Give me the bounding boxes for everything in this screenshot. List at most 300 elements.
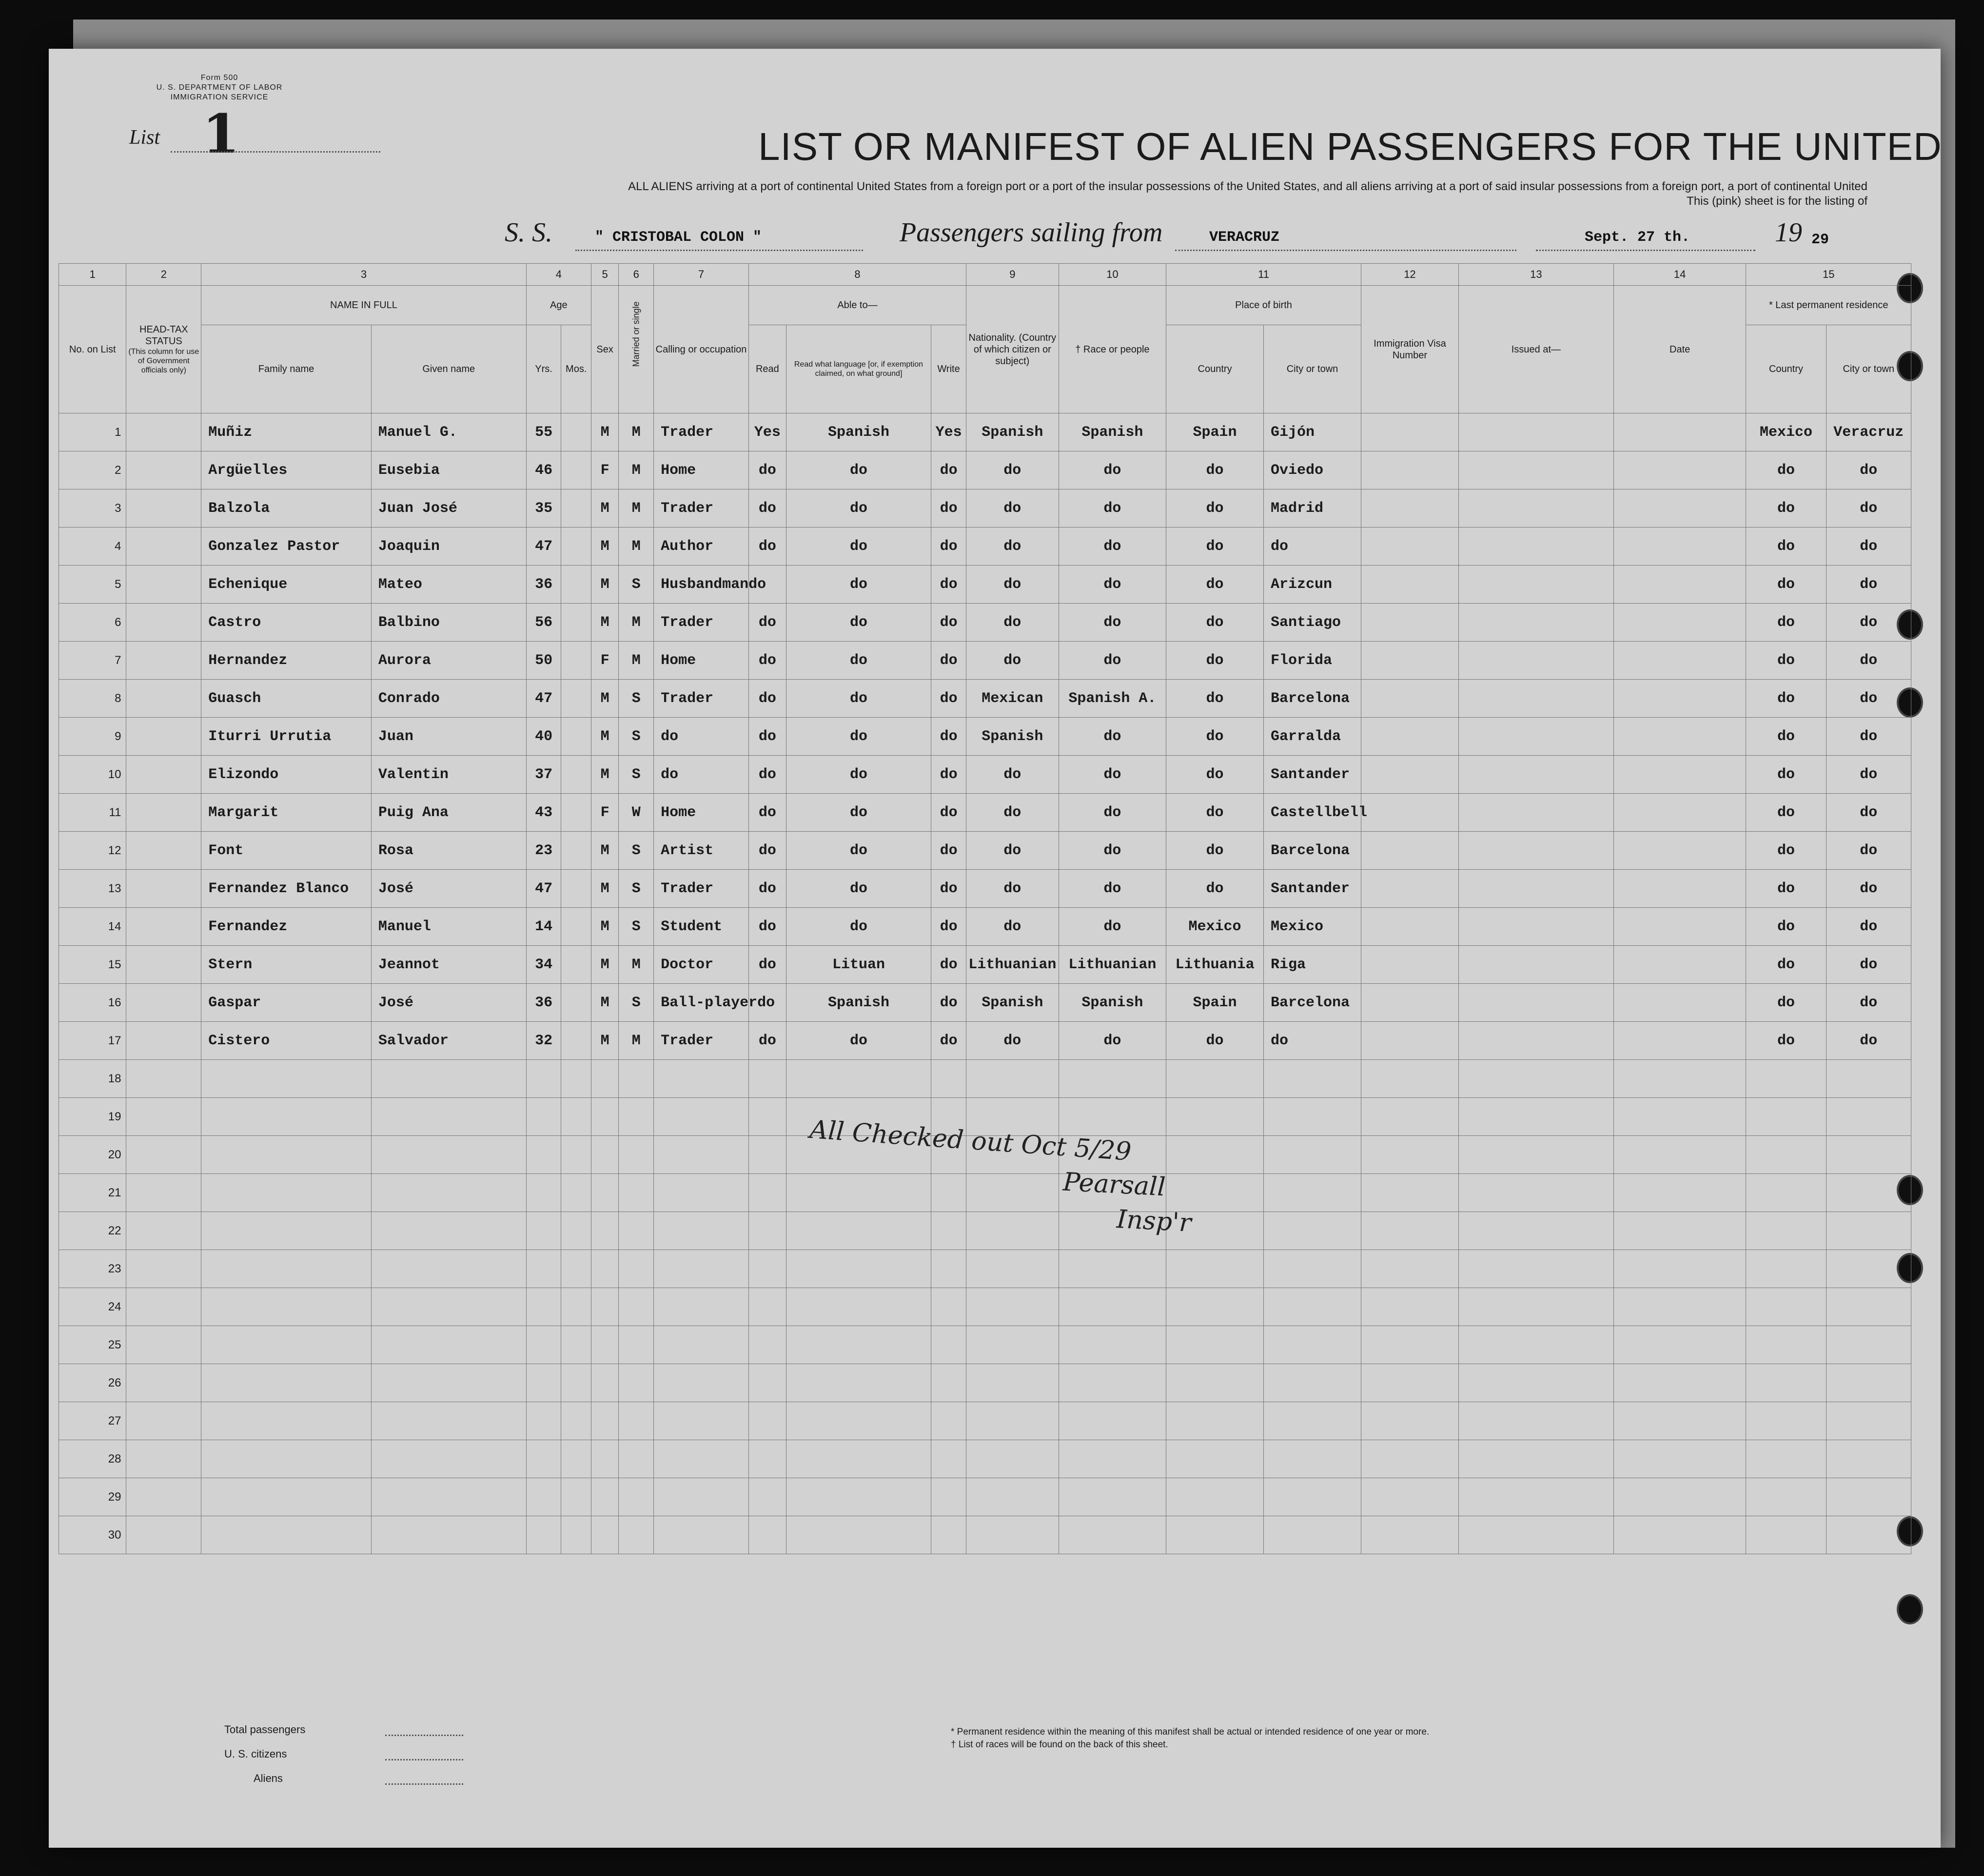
empty-cell xyxy=(526,1288,561,1326)
age-months xyxy=(561,489,591,528)
empty-cell xyxy=(126,1288,201,1326)
can-read: do xyxy=(748,870,786,908)
visa-number xyxy=(1361,604,1458,642)
header-able-to: Able to— xyxy=(748,286,966,325)
page-title: LIST OR MANIFEST OF ALIEN PASSENGERS FOR THE UNITED xyxy=(758,125,1942,168)
marital-status: M xyxy=(619,604,654,642)
can-write: do xyxy=(931,718,966,756)
visa-number xyxy=(1361,870,1458,908)
header-nationality: Nationality. (Country of which citizen or subject) xyxy=(966,286,1059,413)
occupation: Student xyxy=(654,908,749,946)
empty-cell xyxy=(561,1364,591,1402)
empty-cell xyxy=(201,1098,372,1136)
empty-cell xyxy=(201,1326,372,1364)
age-months xyxy=(561,604,591,642)
table-row xyxy=(59,984,1911,1022)
residence-city: do xyxy=(1826,642,1911,680)
age-years: 32 xyxy=(526,1022,561,1060)
empty-cell xyxy=(619,1250,654,1288)
visa-date xyxy=(1613,832,1746,870)
empty-cell xyxy=(561,1174,591,1212)
empty-cell xyxy=(748,1326,786,1364)
family-name: Font xyxy=(201,832,372,870)
read-language: do xyxy=(786,794,931,832)
header-given-name: Given name xyxy=(371,325,526,413)
issued-at xyxy=(1458,528,1613,566)
age-years: 56 xyxy=(526,604,561,642)
table-row-empty xyxy=(59,1288,1911,1326)
empty-cell xyxy=(126,1326,201,1364)
nationality: Lithuanian xyxy=(966,946,1059,984)
can-read: do xyxy=(748,680,786,718)
visa-number xyxy=(1361,946,1458,984)
head-tax-cell xyxy=(126,794,201,832)
birth-city: Barcelona xyxy=(1264,832,1361,870)
empty-cell xyxy=(126,1136,201,1174)
residence-city: do xyxy=(1826,832,1911,870)
empty-cell xyxy=(1826,1212,1911,1250)
visa-number xyxy=(1361,984,1458,1022)
row-number: 14 xyxy=(59,908,126,946)
empty-cell xyxy=(748,1402,786,1440)
nationality: Spanish xyxy=(966,718,1059,756)
empty-cell xyxy=(786,1402,931,1440)
given-name: Manuel xyxy=(371,908,526,946)
family-name: Guasch xyxy=(201,680,372,718)
empty-cell xyxy=(1166,1478,1264,1516)
visa-number xyxy=(1361,413,1458,451)
residence-city: do xyxy=(1826,984,1911,1022)
empty-cell xyxy=(526,1478,561,1516)
read-language: do xyxy=(786,870,931,908)
empty-cell xyxy=(1458,1364,1613,1402)
read-language: do xyxy=(786,680,931,718)
empty-cell xyxy=(1264,1364,1361,1402)
empty-cell xyxy=(748,1478,786,1516)
age-years: 37 xyxy=(526,756,561,794)
empty-cell xyxy=(1264,1326,1361,1364)
occupation: Home xyxy=(654,642,749,680)
empty-cell xyxy=(931,1174,966,1212)
empty-cell xyxy=(931,1288,966,1326)
empty-cell xyxy=(1361,1326,1458,1364)
empty-cell xyxy=(931,1440,966,1478)
occupation: Husbandmando xyxy=(654,566,749,604)
empty-cell xyxy=(1059,1288,1166,1326)
sex: M xyxy=(591,413,618,451)
issued-at xyxy=(1458,604,1613,642)
empty-cell xyxy=(371,1212,526,1250)
sailing-label: Passengers sailing from xyxy=(900,217,1163,248)
age-months xyxy=(561,908,591,946)
residence-country: do xyxy=(1746,718,1826,756)
header-place-of-birth: Place of birth xyxy=(1166,286,1361,325)
ss-label: S. S. xyxy=(505,217,552,248)
can-write: do xyxy=(931,756,966,794)
table-row-empty xyxy=(59,1174,1911,1212)
visa-date xyxy=(1613,680,1746,718)
visa-number xyxy=(1361,680,1458,718)
issued-at xyxy=(1458,1022,1613,1060)
empty-cell xyxy=(748,1288,786,1326)
residence-city: do xyxy=(1826,756,1911,794)
empty-cell xyxy=(591,1288,618,1326)
birth-country: do xyxy=(1166,528,1264,566)
empty-cell xyxy=(561,1402,591,1440)
col-number: 3 xyxy=(201,264,526,286)
empty-cell xyxy=(786,1478,931,1516)
family-name: Echenique xyxy=(201,566,372,604)
empty-cell xyxy=(1458,1060,1613,1098)
row-number: 28 xyxy=(59,1440,126,1478)
residence-city: do xyxy=(1826,566,1911,604)
year-suffix: 29 xyxy=(1811,232,1829,248)
row-number: 5 xyxy=(59,566,126,604)
row-number: 1 xyxy=(59,413,126,451)
empty-cell xyxy=(371,1288,526,1326)
nationality: do xyxy=(966,528,1059,566)
us-citizens-line xyxy=(385,1759,463,1760)
birth-city: Barcelona xyxy=(1264,984,1361,1022)
empty-cell xyxy=(1361,1440,1458,1478)
empty-cell xyxy=(126,1440,201,1478)
empty-cell xyxy=(371,1250,526,1288)
header-res-city: City or town xyxy=(1826,325,1911,413)
empty-cell xyxy=(931,1250,966,1288)
family-name: Fernandez Blanco xyxy=(201,870,372,908)
birth-city: Barcelona xyxy=(1264,680,1361,718)
residence-city: do xyxy=(1826,604,1911,642)
age-months xyxy=(561,642,591,680)
col-number: 9 xyxy=(966,264,1059,286)
empty-cell xyxy=(966,1440,1059,1478)
empty-cell xyxy=(1361,1212,1458,1250)
sex: M xyxy=(591,832,618,870)
empty-cell xyxy=(619,1212,654,1250)
race: Spanish xyxy=(1059,413,1166,451)
empty-cell xyxy=(748,1440,786,1478)
row-number: 19 xyxy=(59,1098,126,1136)
visa-date xyxy=(1613,642,1746,680)
head-tax-cell xyxy=(126,946,201,984)
header-head-tax-title: HEAD-TAX STATUS xyxy=(139,324,188,347)
row-number: 24 xyxy=(59,1288,126,1326)
empty-cell xyxy=(654,1440,749,1478)
header-sex: Sex xyxy=(591,286,618,413)
age-years: 55 xyxy=(526,413,561,451)
empty-cell xyxy=(966,1478,1059,1516)
row-number: 12 xyxy=(59,832,126,870)
empty-cell xyxy=(526,1060,561,1098)
aliens-label: Aliens xyxy=(254,1772,283,1784)
empty-cell xyxy=(966,1288,1059,1326)
empty-cell xyxy=(1059,1478,1166,1516)
age-months xyxy=(561,832,591,870)
race: do xyxy=(1059,1022,1166,1060)
empty-cell xyxy=(591,1212,618,1250)
can-read: do xyxy=(748,756,786,794)
row-number: 21 xyxy=(59,1174,126,1212)
empty-cell xyxy=(526,1440,561,1478)
header-birth-country: Country xyxy=(1166,325,1264,413)
family-name: Iturri Urrutia xyxy=(201,718,372,756)
race: do xyxy=(1059,832,1166,870)
header-row-1 xyxy=(59,286,1911,325)
nationality: do xyxy=(966,451,1059,489)
empty-cell xyxy=(619,1516,654,1554)
empty-cell xyxy=(931,1212,966,1250)
table-row xyxy=(59,718,1911,756)
empty-cell xyxy=(619,1402,654,1440)
empty-cell xyxy=(786,1060,931,1098)
empty-cell xyxy=(1361,1402,1458,1440)
can-read: do xyxy=(748,451,786,489)
residence-city: do xyxy=(1826,680,1911,718)
row-number: 11 xyxy=(59,794,126,832)
birth-country: do xyxy=(1166,870,1264,908)
empty-cell xyxy=(654,1326,749,1364)
read-language: do xyxy=(786,528,931,566)
empty-cell xyxy=(1746,1402,1826,1440)
empty-cell xyxy=(1264,1288,1361,1326)
occupation: Trader xyxy=(654,680,749,718)
residence-city: do xyxy=(1826,870,1911,908)
race: Spanish xyxy=(1059,984,1166,1022)
row-number: 22 xyxy=(59,1212,126,1250)
birth-country: Spain xyxy=(1166,413,1264,451)
can-read: do xyxy=(748,528,786,566)
can-read: do xyxy=(748,832,786,870)
footnotes xyxy=(951,1726,1429,1751)
birth-country: do xyxy=(1166,1022,1264,1060)
given-name: Rosa xyxy=(371,832,526,870)
row-number: 16 xyxy=(59,984,126,1022)
empty-cell xyxy=(1264,1060,1361,1098)
empty-cell xyxy=(371,1326,526,1364)
sex: F xyxy=(591,642,618,680)
header-married xyxy=(619,286,654,413)
empty-cell xyxy=(1361,1174,1458,1212)
empty-cell xyxy=(1059,1402,1166,1440)
empty-cell xyxy=(1826,1098,1911,1136)
birth-country: Lithuania xyxy=(1166,946,1264,984)
empty-cell xyxy=(1613,1402,1746,1440)
birth-country: do xyxy=(1166,718,1264,756)
table-row xyxy=(59,566,1911,604)
birth-city: Mexico xyxy=(1264,908,1361,946)
empty-cell xyxy=(1613,1250,1746,1288)
table-row xyxy=(59,680,1911,718)
row-number: 10 xyxy=(59,756,126,794)
birth-country: do xyxy=(1166,604,1264,642)
marital-status: S xyxy=(619,908,654,946)
visa-number xyxy=(1361,832,1458,870)
empty-cell xyxy=(931,1364,966,1402)
nationality: do xyxy=(966,642,1059,680)
empty-cell xyxy=(748,1250,786,1288)
marital-status: S xyxy=(619,832,654,870)
empty-cell xyxy=(1059,1516,1166,1554)
given-name: Manuel G. xyxy=(371,413,526,451)
visa-number xyxy=(1361,908,1458,946)
can-write: do xyxy=(931,642,966,680)
read-language: Lituan xyxy=(786,946,931,984)
marital-status: S xyxy=(619,718,654,756)
head-tax-cell xyxy=(126,604,201,642)
age-months xyxy=(561,528,591,566)
issued-at xyxy=(1458,413,1613,451)
col-number: 10 xyxy=(1059,264,1166,286)
occupation: do xyxy=(654,718,749,756)
empty-cell xyxy=(561,1326,591,1364)
sex: M xyxy=(591,718,618,756)
head-tax-cell xyxy=(126,680,201,718)
issued-at xyxy=(1458,832,1613,870)
row-number: 23 xyxy=(59,1250,126,1288)
race: do xyxy=(1059,756,1166,794)
empty-cell xyxy=(1361,1136,1458,1174)
empty-cell xyxy=(1264,1478,1361,1516)
form-number: Form 500 xyxy=(200,74,238,82)
can-write: do xyxy=(931,832,966,870)
empty-cell xyxy=(371,1478,526,1516)
list-label: List xyxy=(129,126,160,149)
row-number: 25 xyxy=(59,1326,126,1364)
empty-cell xyxy=(1059,1440,1166,1478)
residence-country: do xyxy=(1746,946,1826,984)
empty-cell xyxy=(966,1212,1059,1250)
empty-cell xyxy=(591,1098,618,1136)
empty-cell xyxy=(748,1174,786,1212)
column-number-row xyxy=(59,264,1911,286)
nationality: do xyxy=(966,832,1059,870)
residence-city: do xyxy=(1826,794,1911,832)
residence-city: do xyxy=(1826,718,1911,756)
age-years: 50 xyxy=(526,642,561,680)
visa-number xyxy=(1361,1022,1458,1060)
empty-cell xyxy=(619,1060,654,1098)
age-months xyxy=(561,451,591,489)
empty-cell xyxy=(1746,1250,1826,1288)
header-head-tax-note: (This column for use of Government officials only) xyxy=(128,348,199,374)
age-years: 46 xyxy=(526,451,561,489)
table-row xyxy=(59,946,1911,984)
marital-status: S xyxy=(619,984,654,1022)
table-row xyxy=(59,604,1911,642)
issued-at xyxy=(1458,718,1613,756)
residence-country: do xyxy=(1746,1022,1826,1060)
marital-status: M xyxy=(619,642,654,680)
manifest-table xyxy=(59,263,1911,1554)
race: do xyxy=(1059,489,1166,528)
sex: M xyxy=(591,680,618,718)
empty-cell xyxy=(1458,1478,1613,1516)
empty-cell xyxy=(786,1326,931,1364)
issued-at xyxy=(1458,908,1613,946)
port-of-departure: VERACRUZ xyxy=(1209,229,1280,246)
can-write: do xyxy=(931,566,966,604)
empty-cell xyxy=(126,1364,201,1402)
empty-cell xyxy=(201,1440,372,1478)
nationality: Spanish xyxy=(966,984,1059,1022)
empty-cell xyxy=(1166,1440,1264,1478)
header-head-tax xyxy=(126,286,201,413)
given-name: Joaquin xyxy=(371,528,526,566)
marital-status: M xyxy=(619,946,654,984)
row-number: 26 xyxy=(59,1364,126,1402)
residence-country: do xyxy=(1746,604,1826,642)
header-mos: Mos. xyxy=(561,325,591,413)
residence-country: do xyxy=(1746,756,1826,794)
empty-cell xyxy=(371,1060,526,1098)
empty-cell xyxy=(526,1326,561,1364)
sailing-date: Sept. 27 th. xyxy=(1585,229,1690,246)
occupation: Home xyxy=(654,451,749,489)
can-read: do xyxy=(748,642,786,680)
handwritten-check-note: All Checked out Oct 5/29 xyxy=(808,1115,1133,1167)
birth-country: Mexico xyxy=(1166,908,1264,946)
residence-country: do xyxy=(1746,451,1826,489)
ship-name-line xyxy=(575,250,863,251)
given-name: José xyxy=(371,870,526,908)
nationality: do xyxy=(966,1022,1059,1060)
row-number: 18 xyxy=(59,1060,126,1098)
list-number-line xyxy=(171,151,380,153)
empty-cell xyxy=(1166,1326,1264,1364)
empty-cell xyxy=(591,1402,618,1440)
empty-cell xyxy=(786,1288,931,1326)
nationality: Mexican xyxy=(966,680,1059,718)
empty-cell xyxy=(1264,1250,1361,1288)
empty-cell xyxy=(654,1174,749,1212)
empty-cell xyxy=(1826,1288,1911,1326)
family-name: Margarit xyxy=(201,794,372,832)
col-number: 7 xyxy=(654,264,749,286)
empty-cell xyxy=(966,1402,1059,1440)
nationality: do xyxy=(966,756,1059,794)
given-name: Aurora xyxy=(371,642,526,680)
empty-cell xyxy=(1361,1250,1458,1288)
head-tax-cell xyxy=(126,413,201,451)
family-name: Argüelles xyxy=(201,451,372,489)
marital-status: W xyxy=(619,794,654,832)
issued-at xyxy=(1458,680,1613,718)
list-number: 1 xyxy=(202,102,240,165)
empty-cell xyxy=(1613,1098,1746,1136)
marital-status: M xyxy=(619,489,654,528)
row-number: 7 xyxy=(59,642,126,680)
us-citizens-label: U. S. citizens xyxy=(224,1748,287,1760)
table-row xyxy=(59,528,1911,566)
empty-cell xyxy=(786,1212,931,1250)
visa-number xyxy=(1361,794,1458,832)
empty-cell xyxy=(1166,1516,1264,1554)
issued-at xyxy=(1458,451,1613,489)
head-tax-cell xyxy=(126,451,201,489)
read-language: Spanish xyxy=(786,984,931,1022)
issued-at xyxy=(1458,489,1613,528)
read-language: do xyxy=(786,489,931,528)
head-tax-cell xyxy=(126,489,201,528)
nationality: Spanish xyxy=(966,413,1059,451)
occupation: do xyxy=(654,756,749,794)
head-tax-cell xyxy=(126,566,201,604)
given-name: Conrado xyxy=(371,680,526,718)
visa-date xyxy=(1613,413,1746,451)
sex: M xyxy=(591,489,618,528)
empty-cell xyxy=(1746,1364,1826,1402)
col-number: 6 xyxy=(619,264,654,286)
